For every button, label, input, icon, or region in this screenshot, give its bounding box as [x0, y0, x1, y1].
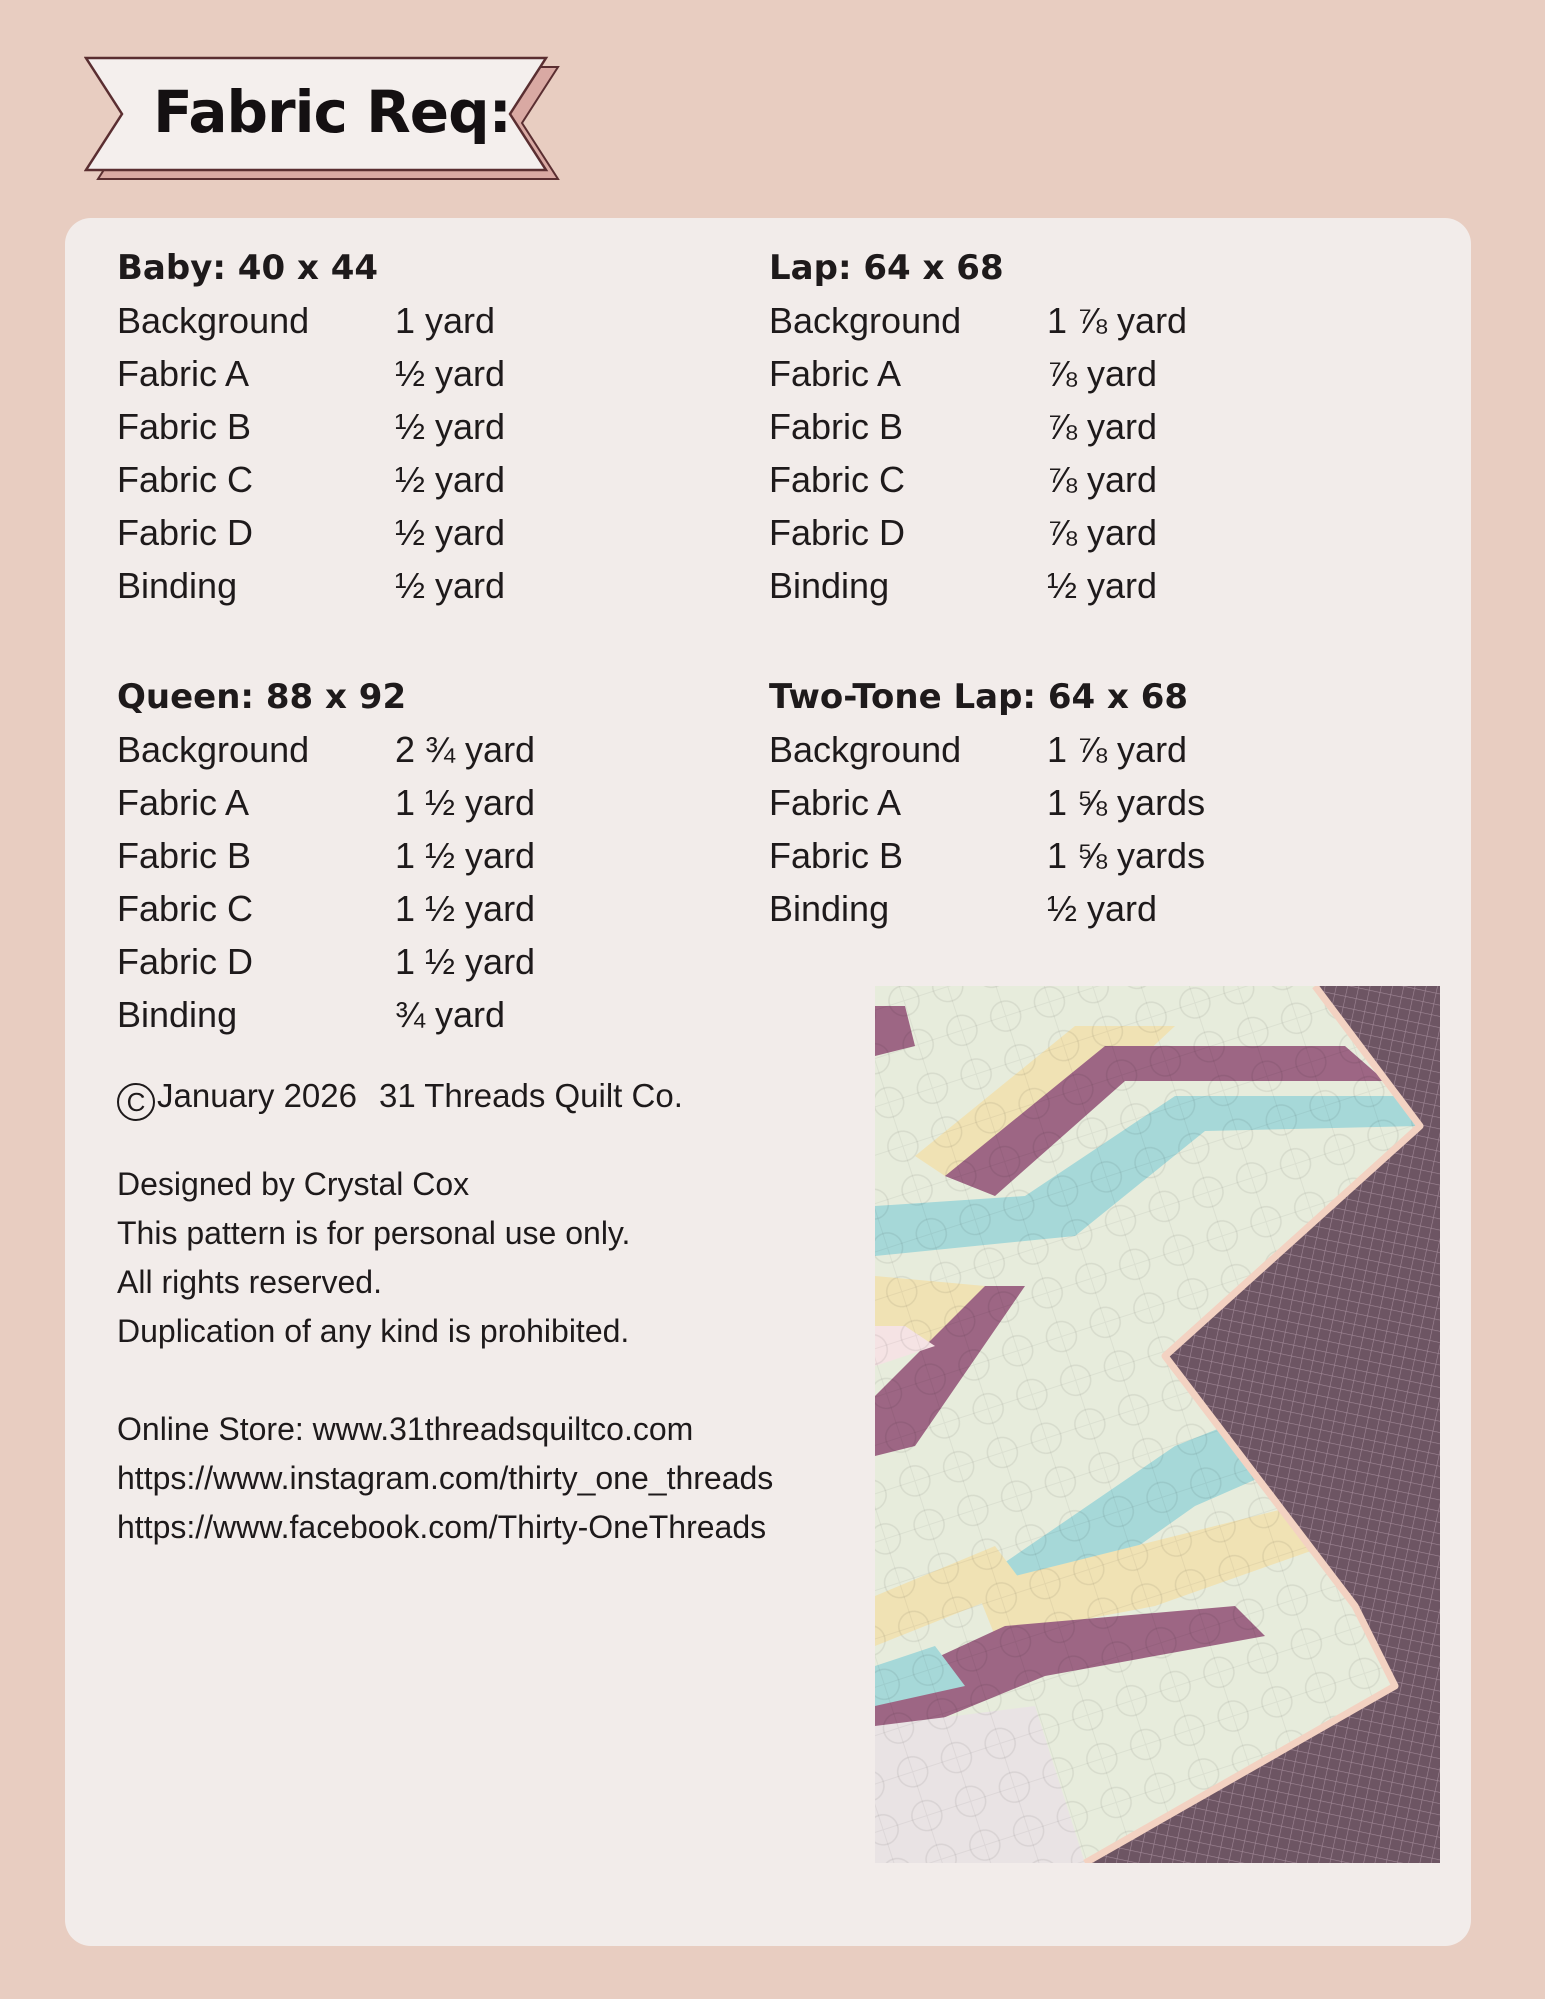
fabric-label: Background [117, 729, 310, 770]
section-title-two-tone-lap: Two-Tone Lap: 64 x 68 [769, 677, 1189, 717]
fabric-label: Binding [117, 994, 238, 1035]
fabric-label: Background [117, 300, 310, 341]
fabric-label: Fabric A [117, 782, 250, 823]
fabric-label: Fabric D [117, 512, 254, 553]
fabric-row [117, 935, 677, 988]
fabric-amount: 1 ½ yard [395, 782, 536, 823]
designer-credit: Designed by Crystal Cox [117, 1166, 470, 1202]
fabric-row [769, 294, 1329, 347]
fabric-row [117, 400, 677, 453]
fabric-label: Background [769, 729, 962, 770]
fabric-label: Binding [769, 888, 890, 929]
fabric-amount: ½ yard [395, 353, 506, 394]
fabric-label: Fabric B [117, 835, 252, 876]
fabric-row [117, 882, 677, 935]
fabric-amount: 1 ½ yard [395, 888, 536, 929]
links-block [117, 1405, 877, 1552]
fabric-row [117, 453, 677, 506]
fabric-row [769, 453, 1329, 506]
section-title-queen: Queen: 88 x 92 [117, 677, 407, 717]
fabric-amount: ⅞ yard [1047, 406, 1158, 447]
title-banner [84, 56, 564, 180]
fabric-row [769, 506, 1329, 559]
fabric-row [117, 559, 677, 612]
fabric-amount: ⅞ yard [1047, 353, 1158, 394]
fabric-label: Fabric D [117, 941, 254, 982]
fabric-label: Fabric A [769, 353, 902, 394]
fabric-amount: 1 yard [395, 300, 496, 341]
fabric-row [769, 776, 1329, 829]
fabric-label: Fabric D [769, 512, 906, 553]
facebook-link[interactable]: https://www.facebook.com/Thirty-OneThreads [117, 1509, 767, 1545]
fabric-row [117, 776, 677, 829]
fabric-row [117, 347, 677, 400]
fabric-amount: ½ yard [1047, 888, 1158, 929]
fabric-amount: ½ yard [395, 459, 506, 500]
fabric-row [117, 829, 677, 882]
quilt-photo [875, 986, 1440, 1863]
fabric-amount: ½ yard [1047, 565, 1158, 606]
fabric-row [117, 294, 677, 347]
usage-notice: This pattern is for personal use only. [117, 1215, 631, 1251]
fabric-row [769, 829, 1329, 882]
online-store-link[interactable]: Online Store: www.31threadsquiltco.com [117, 1411, 694, 1447]
quilt-illustration [875, 986, 1440, 1863]
fabric-row [769, 723, 1329, 776]
fabric-label: Fabric A [117, 353, 250, 394]
copyright-icon: C [117, 1083, 155, 1121]
copyright-date: January 2026 [157, 1077, 357, 1114]
fabric-amount: ½ yard [395, 512, 506, 553]
fabric-label: Fabric B [769, 835, 904, 876]
fabric-label: Fabric C [117, 888, 254, 929]
fabric-row [769, 882, 1329, 935]
fabric-amount: ½ yard [395, 565, 506, 606]
section-queen [117, 671, 677, 1041]
instagram-link[interactable]: https://www.instagram.com/thirty_one_threads [117, 1460, 774, 1496]
fabric-amount: 1 ½ yard [395, 835, 536, 876]
section-two-tone-lap [769, 671, 1329, 935]
fabric-row [769, 400, 1329, 453]
fabric-amount: 1 ⅝ yards [1047, 782, 1206, 823]
fabric-label: Binding [117, 565, 238, 606]
section-lap [769, 242, 1329, 612]
fabric-amount: ⅞ yard [1047, 459, 1158, 500]
fabric-amount: ⅞ yard [1047, 512, 1158, 553]
fabric-amount: 1 ⅞ yard [1047, 729, 1188, 770]
section-title-lap: Lap: 64 x 68 [769, 248, 1004, 288]
fabric-label: Binding [769, 565, 890, 606]
fabric-row [769, 347, 1329, 400]
fabric-amount: 1 ⅞ yard [1047, 300, 1188, 341]
fabric-amount: ½ yard [395, 406, 506, 447]
fabric-label: Fabric B [769, 406, 904, 447]
fabric-row [117, 723, 677, 776]
fabric-row [769, 559, 1329, 612]
fabric-amount: 2 ¾ yard [395, 729, 536, 770]
fabric-label: Fabric A [769, 782, 902, 823]
fabric-row [117, 506, 677, 559]
section-title-baby: Baby: 40 x 44 [117, 248, 379, 288]
section-baby [117, 242, 677, 612]
fabric-label: Fabric C [769, 459, 906, 500]
fabric-label: Fabric B [117, 406, 252, 447]
fabric-row [117, 988, 677, 1041]
fabric-amount: 1 ⅝ yards [1047, 835, 1206, 876]
fabric-amount: ¾ yard [395, 994, 506, 1035]
rights-notice: All rights reserved. [117, 1264, 382, 1300]
company-name: 31 Threads Quilt Co. [378, 1077, 683, 1114]
fabric-amount: 1 ½ yard [395, 941, 536, 982]
page-title: Fabric Req: [153, 78, 511, 146]
duplication-notice: Duplication of any kind is prohibited. [117, 1313, 630, 1349]
fabric-label: Fabric C [117, 459, 254, 500]
fabric-label: Background [769, 300, 962, 341]
notice-block [117, 1160, 877, 1356]
copyright-line [117, 1077, 683, 1121]
